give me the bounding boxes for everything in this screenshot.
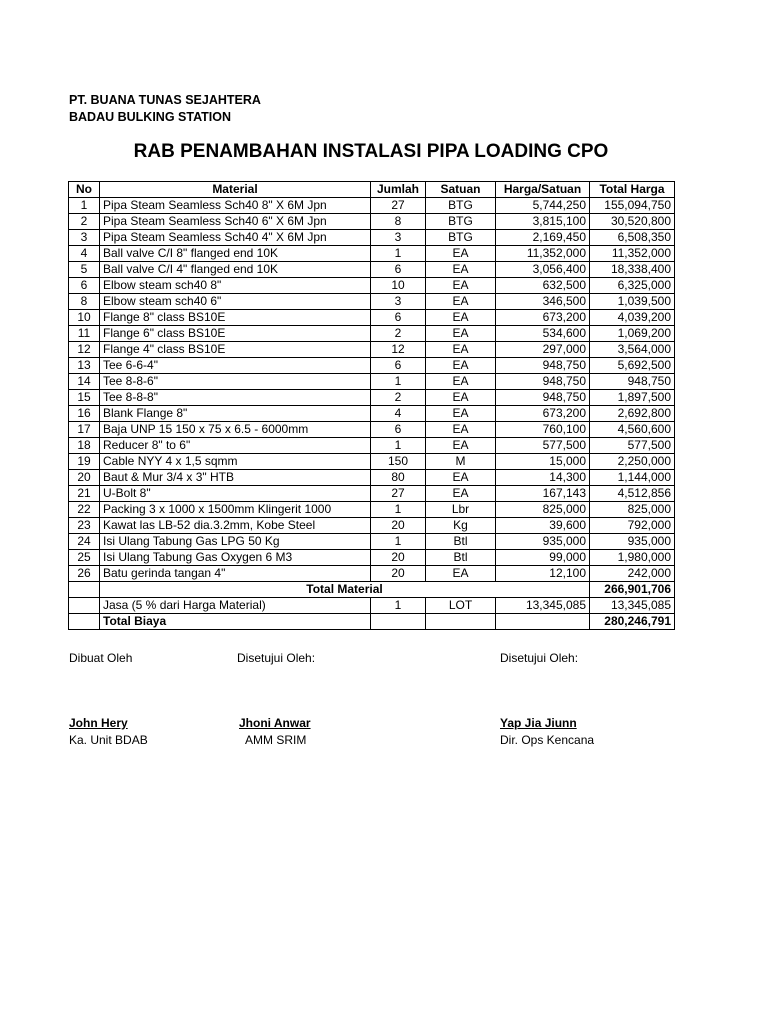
col-header-jumlah: Jumlah [371,182,426,198]
row-total-harga: 2,692,800 [590,406,675,422]
row-harga-satuan: 760,100 [496,422,590,438]
row-no: 10 [69,310,100,326]
row-harga-satuan: 948,750 [496,358,590,374]
row-material: Tee 6-6-4" [100,358,371,374]
row-no: 20 [69,470,100,486]
row-jumlah: 10 [371,278,426,294]
jasa-qty: 1 [371,598,426,614]
row-harga-satuan: 673,200 [496,406,590,422]
row-no: 8 [69,294,100,310]
row-total-harga: 2,250,000 [590,454,675,470]
table-row [69,534,675,550]
row-total-harga: 3,564,000 [590,342,675,358]
row-jumlah: 20 [371,518,426,534]
company-header [69,92,261,126]
station-name: BADAU BULKING STATION [69,110,232,124]
row-harga-satuan: 39,600 [496,518,590,534]
table-row [69,550,675,566]
row-material: Cable NYY 4 x 1,5 sqmm [100,454,371,470]
signature-position: AMM SRIM [245,733,307,747]
row-total-harga: 792,000 [590,518,675,534]
signature-label: Disetujui Oleh: [500,651,579,665]
row-material: Kawat las LB-52 dia.3.2mm, Kobe Steel [100,518,371,534]
row-no: 6 [69,278,100,294]
row-total-harga: 18,338,400 [590,262,675,278]
row-satuan: Btl [426,550,496,566]
col-header-harga-satuan: Harga/Satuan [496,182,590,198]
row-jumlah: 150 [371,454,426,470]
row-jumlah: 6 [371,310,426,326]
row-no: 2 [69,214,100,230]
total-biaya-blank-2 [371,614,426,630]
row-harga-satuan: 297,000 [496,342,590,358]
row-satuan: EA [426,358,496,374]
row-harga-satuan: 14,300 [496,470,590,486]
row-total-harga: 825,000 [590,502,675,518]
jasa-blank [69,598,100,614]
table-row [69,214,675,230]
signature-block-creator [69,650,148,749]
table-row [69,262,675,278]
row-total-harga: 1,039,500 [590,294,675,310]
total-biaya-label: Total Biaya [100,614,371,630]
company-name: PT. BUANA TUNAS SEJAHTERA [69,93,261,107]
row-satuan: BTG [426,198,496,214]
signature-name: Yap Jia Jiunn [500,716,577,730]
row-satuan: EA [426,566,496,582]
row-jumlah: 20 [371,550,426,566]
total-biaya-row [69,614,675,630]
row-harga-satuan: 948,750 [496,390,590,406]
row-material: Baja UNP 15 150 x 75 x 6.5 - 6000mm [100,422,371,438]
signature-name: John Hery [69,716,128,730]
table-row [69,406,675,422]
table-row [69,278,675,294]
total-biaya-blank [69,614,100,630]
row-material: Pipa Steam Seamless Sch40 6" X 6M Jpn [100,214,371,230]
row-material: Batu gerinda tangan 4" [100,566,371,582]
row-satuan: Btl [426,534,496,550]
row-satuan: BTG [426,214,496,230]
row-harga-satuan: 577,500 [496,438,590,454]
row-material: Elbow steam sch40 8" [100,278,371,294]
row-no: 11 [69,326,100,342]
row-material: Ball valve C/I 8" flanged end 10K [100,246,371,262]
col-header-no: No [69,182,100,198]
signature-label: Disetujui Oleh: [237,651,316,665]
row-satuan: Kg [426,518,496,534]
row-material: Pipa Steam Seamless Sch40 8" X 6M Jpn [100,198,371,214]
row-harga-satuan: 632,500 [496,278,590,294]
row-total-harga: 242,000 [590,566,675,582]
row-satuan: EA [426,278,496,294]
table-row [69,422,675,438]
row-no: 22 [69,502,100,518]
row-jumlah: 6 [371,358,426,374]
jasa-price: 13,345,085 [496,598,590,614]
row-no: 12 [69,342,100,358]
row-satuan: EA [426,342,496,358]
row-satuan: EA [426,374,496,390]
total-biaya-blank-3 [426,614,496,630]
row-no: 26 [69,566,100,582]
row-total-harga: 5,692,500 [590,358,675,374]
row-jumlah: 4 [371,406,426,422]
row-total-harga: 577,500 [590,438,675,454]
row-material: Flange 6" class BS10E [100,326,371,342]
table-row [69,198,675,214]
table-row [69,566,675,582]
table-row [69,326,675,342]
row-jumlah: 20 [371,566,426,582]
row-jumlah: 27 [371,486,426,502]
row-satuan: EA [426,438,496,454]
row-jumlah: 6 [371,262,426,278]
row-jumlah: 1 [371,502,426,518]
total-material-blank [69,582,100,598]
row-total-harga: 1,980,000 [590,550,675,566]
row-material: Isi Ulang Tabung Gas Oxygen 6 M3 [100,550,371,566]
document-title: RAB PENAMBAHAN INSTALASI PIPA LOADING CPO [133,141,609,162]
col-header-material: Material [100,182,371,198]
row-no: 16 [69,406,100,422]
table-row [69,502,675,518]
row-satuan: EA [426,470,496,486]
row-jumlah: 1 [371,374,426,390]
row-satuan: Lbr [426,502,496,518]
row-material: Ball valve C/I 4" flanged end 10K [100,262,371,278]
row-material: Flange 4" class BS10E [100,342,371,358]
row-harga-satuan: 15,000 [496,454,590,470]
row-material: Blank Flange 8" [100,406,371,422]
total-biaya-blank-4 [496,614,590,630]
total-material-label: Total Material [100,582,590,598]
row-no: 23 [69,518,100,534]
row-total-harga: 4,560,600 [590,422,675,438]
row-total-harga: 1,069,200 [590,326,675,342]
row-jumlah: 27 [371,198,426,214]
jasa-row [69,598,675,614]
table-row [69,470,675,486]
table-header-row [69,182,675,198]
row-satuan: EA [426,246,496,262]
row-satuan: BTG [426,230,496,246]
row-harga-satuan: 534,600 [496,326,590,342]
row-material: Elbow steam sch40 6" [100,294,371,310]
row-harga-satuan: 948,750 [496,374,590,390]
row-material: Reducer 8" to 6" [100,438,371,454]
row-no: 21 [69,486,100,502]
row-satuan: EA [426,310,496,326]
row-material: U-Bolt 8" [100,486,371,502]
signature-position: Ka. Unit BDAB [69,733,148,747]
row-no: 25 [69,550,100,566]
row-harga-satuan: 3,056,400 [496,262,590,278]
row-satuan: EA [426,326,496,342]
table-row [69,358,675,374]
row-no: 18 [69,438,100,454]
row-satuan: EA [426,294,496,310]
table-row [69,390,675,406]
table-row [69,438,675,454]
jasa-label: Jasa (5 % dari Harga Material) [100,598,371,614]
row-jumlah: 3 [371,294,426,310]
row-satuan: EA [426,262,496,278]
row-harga-satuan: 3,815,100 [496,214,590,230]
row-satuan: M [426,454,496,470]
row-harga-satuan: 673,200 [496,310,590,326]
row-material: Tee 8-8-6" [100,374,371,390]
row-total-harga: 11,352,000 [590,246,675,262]
row-no: 13 [69,358,100,374]
row-satuan: EA [426,390,496,406]
table-row [69,246,675,262]
row-harga-satuan: 99,000 [496,550,590,566]
col-header-satuan: Satuan [426,182,496,198]
row-no: 3 [69,230,100,246]
row-material: Pipa Steam Seamless Sch40 4" X 6M Jpn [100,230,371,246]
total-material-row [69,582,675,598]
budget-table [68,181,675,630]
row-material: Isi Ulang Tabung Gas LPG 50 Kg [100,534,371,550]
table-body [69,198,675,582]
row-total-harga: 155,094,750 [590,198,675,214]
row-material: Packing 3 x 1000 x 1500mm Klingerit 1000 [100,502,371,518]
row-satuan: EA [426,486,496,502]
row-material: Tee 8-8-8" [100,390,371,406]
row-harga-satuan: 5,744,250 [496,198,590,214]
table-row [69,230,675,246]
signature-block-approver-1 [237,650,315,749]
row-total-harga: 6,325,000 [590,278,675,294]
row-jumlah: 1 [371,534,426,550]
row-no: 19 [69,454,100,470]
row-harga-satuan: 11,352,000 [496,246,590,262]
signature-label: Dibuat Oleh [69,651,133,665]
row-satuan: EA [426,406,496,422]
table-row [69,310,675,326]
row-no: 15 [69,390,100,406]
row-no: 24 [69,534,100,550]
row-no: 1 [69,198,100,214]
row-jumlah: 1 [371,246,426,262]
signature-position: Dir. Ops Kencana [500,733,595,747]
row-harga-satuan: 2,169,450 [496,230,590,246]
signature-name: Jhoni Anwar [239,716,311,730]
total-material-value: 266,901,706 [590,582,675,598]
row-jumlah: 2 [371,326,426,342]
table-row [69,518,675,534]
table-row [69,374,675,390]
jasa-total: 13,345,085 [590,598,675,614]
row-no: 17 [69,422,100,438]
row-harga-satuan: 935,000 [496,534,590,550]
row-total-harga: 30,520,800 [590,214,675,230]
row-total-harga: 1,144,000 [590,470,675,486]
row-total-harga: 948,750 [590,374,675,390]
table-row [69,294,675,310]
jasa-unit: LOT [426,598,496,614]
row-harga-satuan: 12,100 [496,566,590,582]
row-total-harga: 6,508,350 [590,230,675,246]
row-no: 14 [69,374,100,390]
row-jumlah: 80 [371,470,426,486]
row-jumlah: 2 [371,390,426,406]
signature-block-approver-2 [500,650,594,749]
row-material: Baut & Mur 3/4 x 3" HTB [100,470,371,486]
row-total-harga: 4,039,200 [590,310,675,326]
row-harga-satuan: 167,143 [496,486,590,502]
col-header-total-harga: Total Harga [590,182,675,198]
row-jumlah: 8 [371,214,426,230]
table-row [69,342,675,358]
row-jumlah: 1 [371,438,426,454]
total-biaya-value: 280,246,791 [590,614,675,630]
row-no: 4 [69,246,100,262]
row-total-harga: 935,000 [590,534,675,550]
row-harga-satuan: 346,500 [496,294,590,310]
row-total-harga: 1,897,500 [590,390,675,406]
row-jumlah: 6 [371,422,426,438]
table-row [69,454,675,470]
row-no: 5 [69,262,100,278]
row-jumlah: 3 [371,230,426,246]
row-harga-satuan: 825,000 [496,502,590,518]
row-material: Flange 8" class BS10E [100,310,371,326]
row-jumlah: 12 [371,342,426,358]
table-row [69,486,675,502]
row-satuan: EA [426,422,496,438]
row-total-harga: 4,512,856 [590,486,675,502]
